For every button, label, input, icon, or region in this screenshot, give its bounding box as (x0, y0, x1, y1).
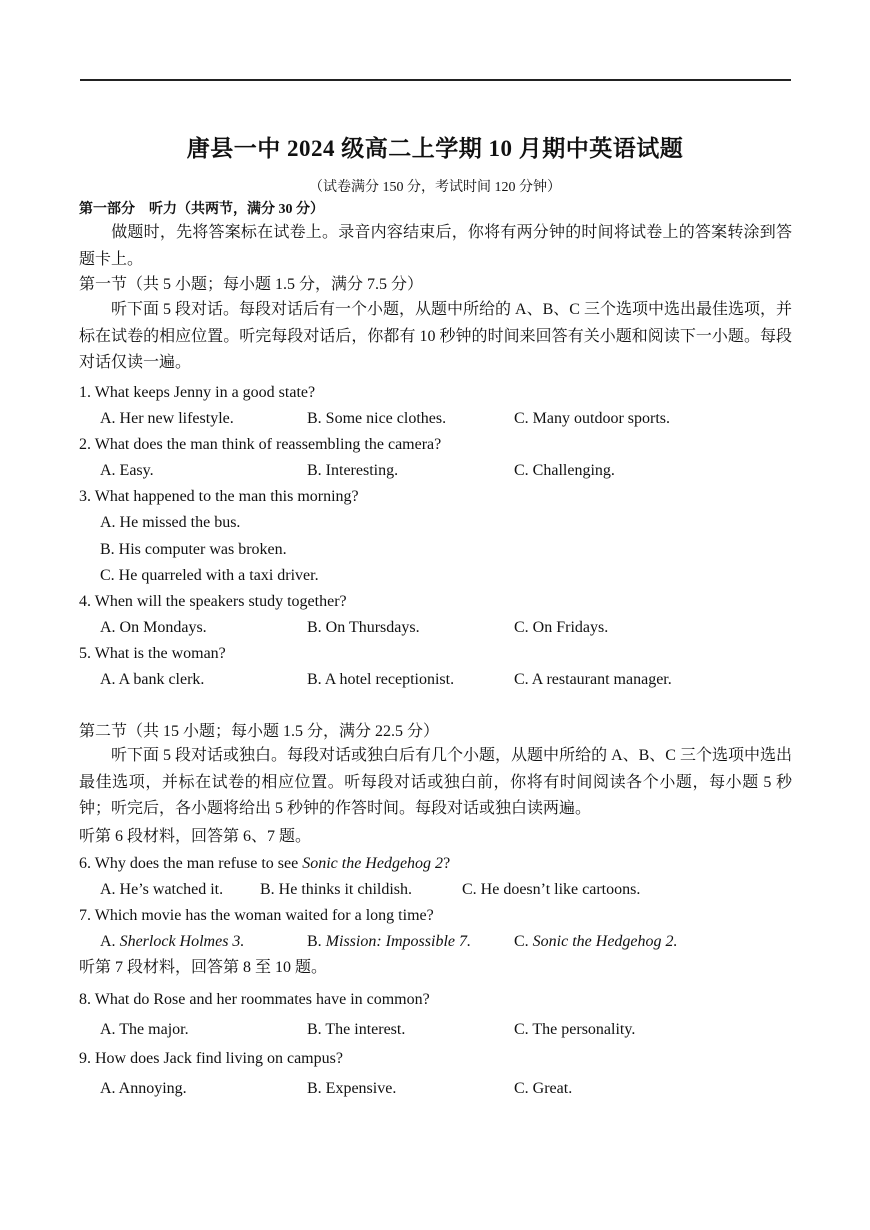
question-8: 8. What do Rose and her roommates have in common? (79, 991, 430, 1008)
q3-option-a: A. He missed the bus. (100, 514, 241, 531)
q4-option-b: B. On Thursdays. (307, 619, 420, 636)
top-rule (80, 79, 791, 81)
q7-option-b: B. Mission: Impossible 7. (307, 933, 471, 950)
q8-option-a: A. The major. (100, 1021, 189, 1038)
section2-heading: 第二节（共 15 小题；每小题 1.5 分，满分 22.5 分） (79, 723, 440, 740)
q9-option-b: B. Expensive. (307, 1080, 397, 1097)
question-9: 9. How does Jack find living on campus? (79, 1050, 343, 1067)
q9-option-a: A. Annoying. (100, 1080, 187, 1097)
q2-option-c: C. Challenging. (514, 462, 615, 479)
q1-option-b: B. Some nice clothes. (307, 410, 447, 427)
exam-info: （试卷满分 150 分，考试时间 120 分钟） (309, 180, 561, 195)
question-6: 6. Why does the man refuse to see Sonic the Hedgehog 2? (79, 855, 451, 872)
q3-option-b: B. His computer was broken. (100, 541, 287, 558)
question-7: 7. Which movie has the woman waited for a long time? (79, 907, 434, 924)
q7-option-a: A. Sherlock Holmes 3. (100, 933, 245, 950)
q4-option-c: C. On Fridays. (514, 619, 609, 636)
q8-option-b: B. The interest. (307, 1021, 406, 1038)
question-2: 2. What does the man think of reassembling the camera? (79, 436, 442, 453)
q2-option-b: B. Interesting. (307, 462, 399, 479)
section1-instructions: 听下面 5 段对话。每段对话后有一个小题，从题中所给的 A、B、C 三个选项中选出最佳选项，并标在试卷的相应位置。听完每段对话后，你都有 10 秒钟的时间来回答有关小题和阅读下一小题。每段对话仅读一遍。 (79, 301, 792, 371)
page-title: 唐县一中 2024 级高二上学期 10 月期中英语试题 (186, 136, 684, 161)
q1-option-c: C. Many outdoor sports. (514, 410, 670, 427)
q5-option-a: A. A bank clerk. (100, 671, 205, 688)
question-5: 5. What is the woman? (79, 645, 226, 662)
q8-option-c: C. The personality. (514, 1021, 636, 1038)
part1-instructions: 做题时，先将答案标在试卷上。录音内容结束后，你将有两分钟的时间将试卷上的答案转涂到答题卡上。 (79, 224, 792, 268)
question-4: 4. When will the speakers study together? (79, 593, 347, 610)
q2-option-a: A. Easy. (100, 462, 154, 479)
material-7-label: 听第 7 段材料，回答第 8 至 10 题。 (79, 959, 328, 976)
question-1: 1. What keeps Jenny in a good state? (79, 384, 316, 401)
q6-option-a: A. He’s watched it. (100, 881, 224, 898)
q6-option-b: B. He thinks it childish. (260, 881, 412, 898)
q6-option-c: C. He doesn’t like cartoons. (462, 881, 641, 898)
part1-heading: 第一部分 听力（共两节，满分 30 分） (79, 202, 324, 217)
q5-option-b: B. A hotel receptionist. (307, 671, 455, 688)
q1-option-a: A. Her new lifestyle. (100, 410, 234, 427)
question-3: 3. What happened to the man this morning? (79, 488, 359, 505)
q5-option-c: C. A restaurant manager. (514, 671, 672, 688)
section2-instructions: 听下面 5 段对话或独白。每段对话或独白后有几个小题，从题中所给的 A、B、C 三个选项中选出最佳选项，并标在试卷的相应位置。听每段对话或独白前，你将有时间阅读各个小题，每小题 5 秒钟；听完后，各小题将给出 5 秒钟的作答时间。每段对话或独白读两遍。 (79, 747, 792, 817)
q3-option-c: C. He quarreled with a taxi driver. (100, 567, 319, 584)
material-6-label: 听第 6 段材料，回答第 6、7 题。 (79, 828, 312, 845)
q7-option-c: C. Sonic the Hedgehog 2. (514, 933, 678, 950)
q9-option-c: C. Great. (514, 1080, 573, 1097)
section1-heading: 第一节（共 5 小题；每小题 1.5 分，满分 7.5 分） (79, 276, 424, 293)
q4-option-a: A. On Mondays. (100, 619, 207, 636)
